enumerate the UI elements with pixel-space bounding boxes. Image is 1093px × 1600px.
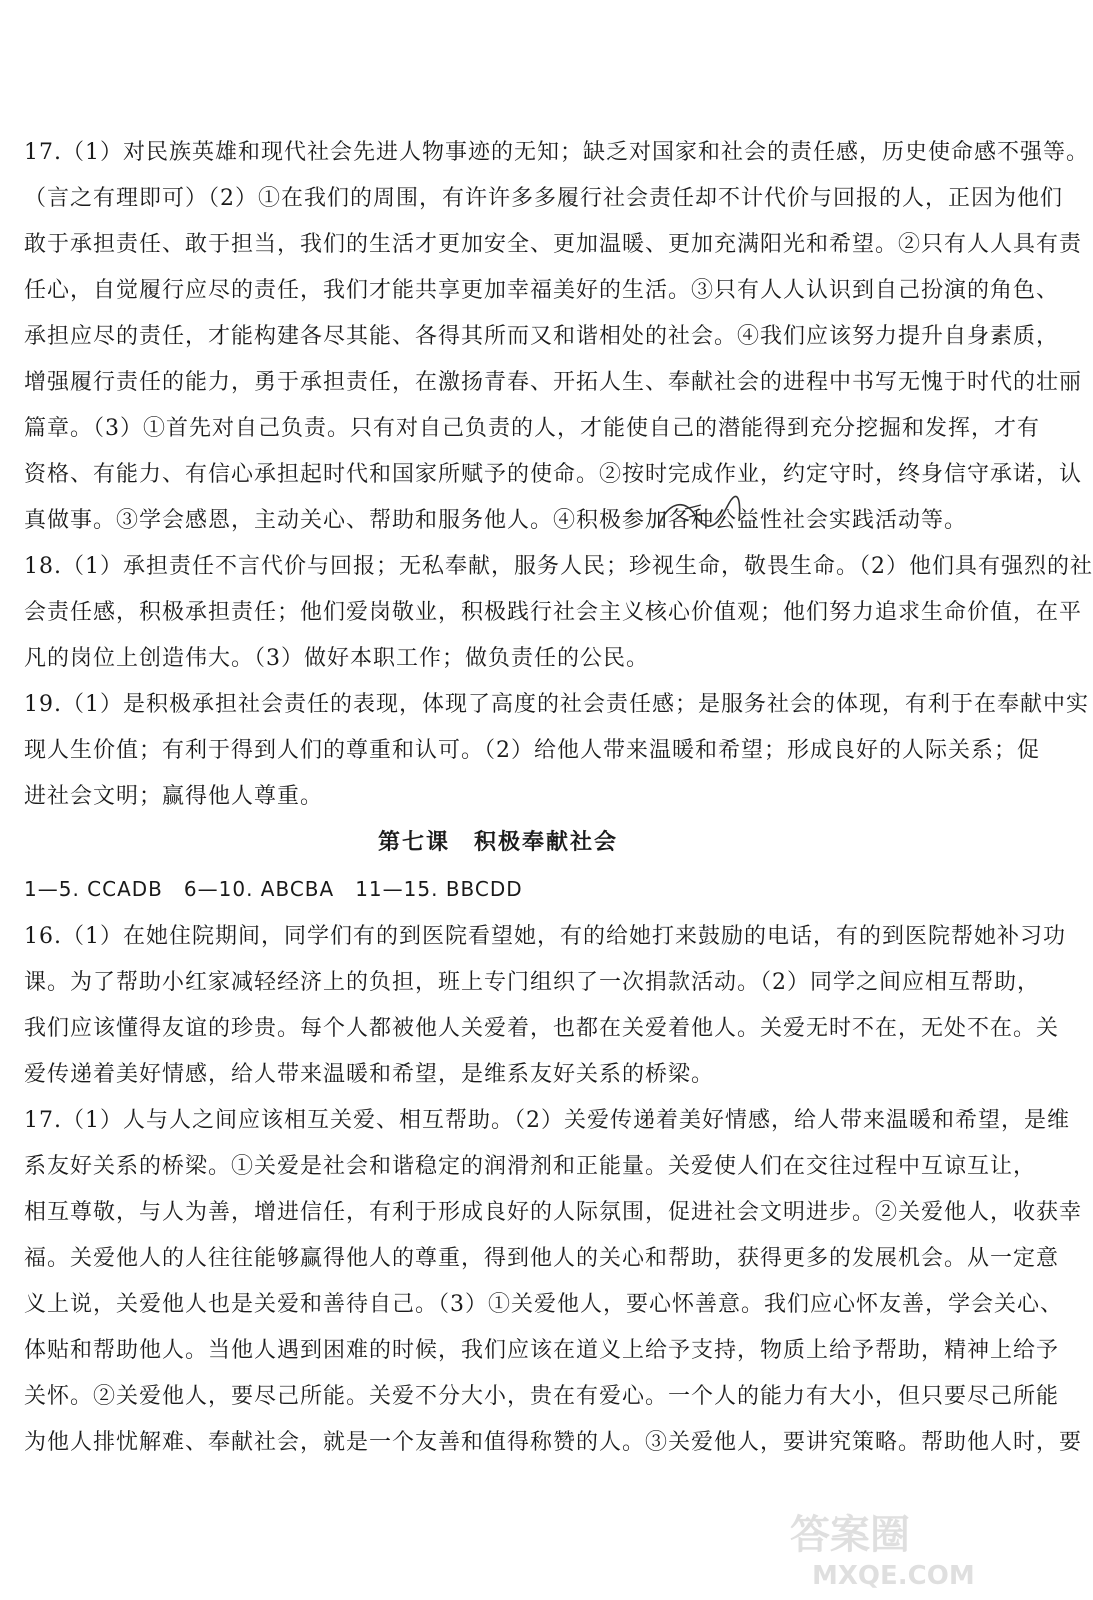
section-heading: 第七课 积极奉献社会 [377, 830, 618, 855]
text-line: 为他人排忧解难、奉献社会，就是一个友善和值得称赞的人。③关爱他人，要讲究策略。帮助他人时，要 [24, 1430, 1083, 1455]
text-line: 篇章。（3）①首先对自己负责。只有对自己负责的人，才能使自己的潜能得到充分挖掘和发挥，才有 [24, 416, 1041, 441]
text-line: 资格、有能力、有信心承担起时代和国家所赋予的使命。②按时完成作业，约定守时，终身信守承诺，认 [24, 462, 1083, 487]
text-line: 凡的岗位上创造伟大。（3）做好本职工作；做负责任的公民。 [24, 646, 649, 671]
text-line: 18.（1）承担责任不言代价与回报；无私奉献，服务人民；珍视生命，敬畏生命。（2）他们具有强烈的社 [24, 554, 1093, 579]
pen-scribble-mark [655, 495, 745, 537]
text-line: 17.（1）对民族英雄和现代社会先进人物事迹的无知；缺乏对国家和社会的责任感，历史使命感不强等。 [24, 140, 1089, 165]
site-watermark-logo [782, 1500, 982, 1592]
svg-text:答案圈: 答案圈 [790, 1512, 910, 1558]
text-line: 任心，自觉履行应尽的责任，我们才能共享更加幸福美好的生活。③只有人人认识到自己扮演的角色、 [24, 278, 1060, 303]
text-line: 现人生价值；有利于得到人们的尊重和认可。（2）给他人带来温暖和希望；形成良好的人际关系；促 [24, 738, 1041, 763]
mcq-answers: 1—5. CCADB 6—10. ABCBA 11—15. BBCDD [24, 877, 523, 901]
text-line: 相互尊敬，与人为善，增进信任，有利于形成良好的人际氛围，促进社会文明进步。②关爱他人，收获幸 [24, 1200, 1083, 1225]
text-line: 17.（1）人与人之间应该相互关爱、相互帮助。（2）关爱传递着美好情感，给人带来温暖和希望，是维 [24, 1108, 1070, 1133]
text-line: 系友好关系的桥梁。①关爱是社会和谐稳定的润滑剂和正能量。关爱使人们在交往过程中互谅互让， [24, 1154, 1037, 1179]
text-line: 真做事。③学会感恩，主动关心、帮助和服务他人。④积极参加各种公益性社会实践活动等。 [24, 508, 968, 533]
svg-text:MXQE.COM: MXQE.COM [812, 1561, 975, 1591]
text-line: 进社会文明；赢得他人尊重。 [24, 784, 324, 809]
text-line: 16.（1）在她住院期间，同学们有的到医院看望她，有的给她打来鼓励的电话，有的到医院帮她补习功 [24, 924, 1066, 949]
text-line: 关怀。②关爱他人，要尽己所能。关爱不分大小，贵在有爱心。一个人的能力有大小，但只要尽己所能 [24, 1384, 1060, 1409]
text-line: 体贴和帮助他人。当他人遇到困难的时候，我们应该在道义上给予支持，物质上给予帮助，精神上给予 [24, 1338, 1060, 1363]
text-line: 增强履行责任的能力，勇于承担责任，在激扬青春、开拓人生、奉献社会的进程中书写无愧于时代的壮丽 [24, 370, 1083, 395]
text-line: 课。为了帮助小红家减轻经济上的负担，班上专门组织了一次捐款活动。（2）同学之间应相互帮助， [24, 970, 1041, 995]
text-line: 敢于承担责任、敢于担当，我们的生活才更加安全、更加温暖、更加充满阳光和希望。②只有人人具有责 [24, 232, 1083, 257]
text-line: 会责任感，积极承担责任；他们爱岗敬业，积极践行社会主义核心价值观；他们努力追求生命价值，在平 [24, 600, 1083, 625]
text-line: 福。关爱他人的人往往能够赢得他人的尊重，得到他人的关心和帮助，获得更多的发展机会。从一定意 [24, 1246, 1060, 1271]
text-line: 19.（1）是积极承担社会责任的表现，体现了高度的社会责任感；是服务社会的体现，有利于在奉献中实 [24, 692, 1089, 717]
text-line: 义上说，关爱他人也是关爱和善待自己。（3）①关爱他人，要心怀善意。我们应心怀友善，学会关心、 [24, 1292, 1064, 1317]
text-line: 我们应该懂得友谊的珍贵。每个人都被他人关爱着，也都在关爱着他人。关爱无时不在，无处不在。关 [24, 1016, 1060, 1041]
text-line: 爱传递着美好情感，给人带来温暖和希望，是维系友好关系的桥梁。 [24, 1062, 715, 1087]
text-line: （言之有理即可）（2）①在我们的周围，有许许多多履行社会责任却不计代价与回报的人，正因为他们 [24, 186, 1064, 211]
text-line: 承担应尽的责任，才能构建各尽其能、各得其所而又和谐相处的社会。④我们应该努力提升自身素质， [24, 324, 1060, 349]
